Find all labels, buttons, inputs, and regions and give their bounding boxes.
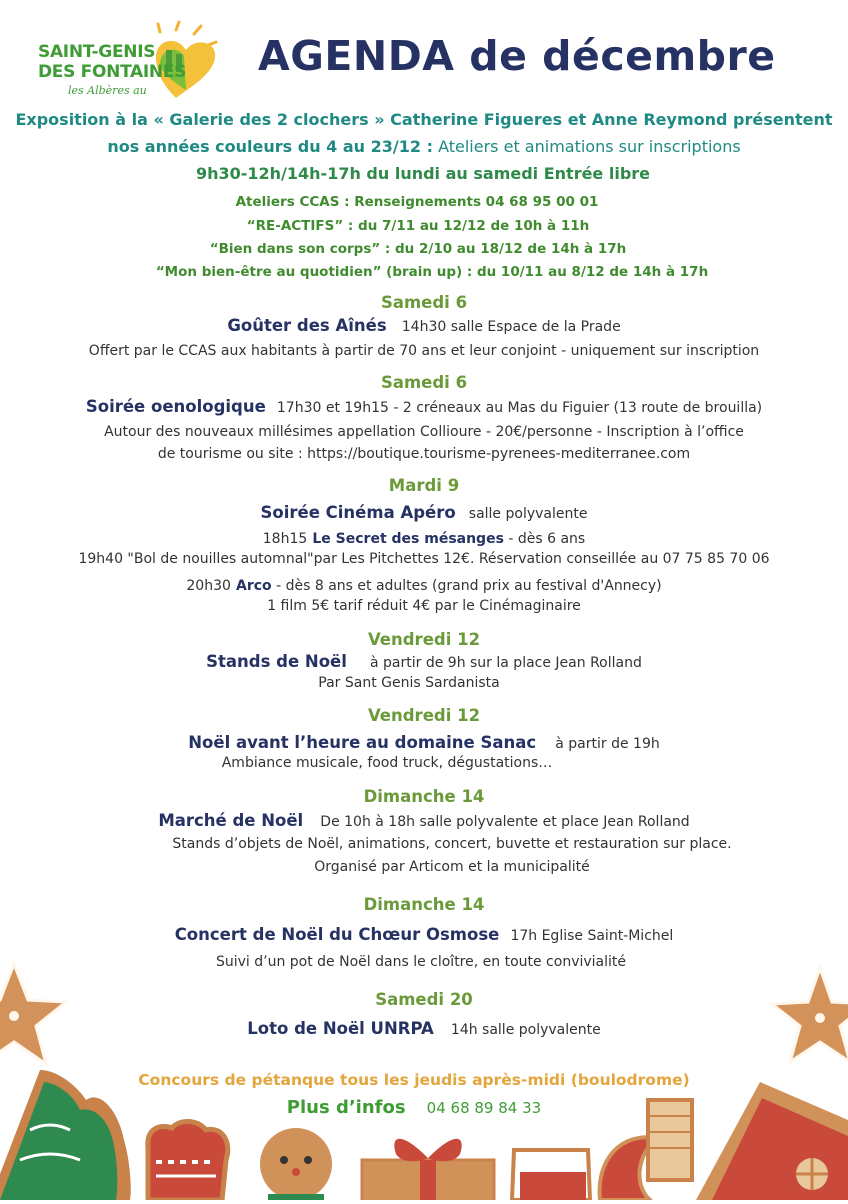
logo-text-line2: DES FONTAINES (38, 62, 187, 82)
expo-line2 (0, 137, 848, 156)
event-name: Stands de Noël (206, 652, 347, 671)
petanque-notice: Concours de pétanque tous les jeudis après-midi (boulodrome) (138, 1071, 690, 1089)
logo-text-line3: les Albères au (68, 84, 147, 97)
event-desc: Stands d’objets de Noël, animations, concert, buvette et restauration sur place. (172, 836, 732, 852)
film-line-1: 18h15 Le Secret des mésanges - dès 6 ans (262, 531, 586, 547)
event-name: Soirée Cinéma Apéro (260, 503, 456, 522)
event-name: Goûter des Aînés (227, 316, 387, 335)
expo-workshops: Ateliers et animations sur inscriptions (438, 137, 741, 156)
gift-cookie-icon (362, 1139, 494, 1200)
event-name: Loto de Noël UNRPA (247, 1019, 434, 1038)
mitten-cookie-icon (148, 1122, 228, 1201)
event-info: à partir de 9h sur la place Jean Rolland (370, 655, 642, 671)
event-info: De 10h à 18h salle polyvalente et place Jean Rolland (320, 814, 690, 830)
film-line-3: 20h30 Arco - dès 8 ans et adultes (grand prix au festival d'Annecy) (186, 578, 662, 594)
event-name: Soirée oenologique (85, 397, 266, 416)
event-desc: Par Sant Genis Sardanista (318, 675, 500, 691)
film-title: Le Secret des mésanges (312, 531, 504, 547)
logo-text-line1: SAINT-GENIS (38, 42, 156, 62)
event-info: 17h Eglise Saint-Michel (510, 928, 674, 944)
event-day: Samedi 20 (375, 990, 473, 1009)
ccas-line-1: Ateliers CCAS : Renseignements 04 68 95 00 01 (235, 194, 599, 210)
star-cookie-icon (772, 968, 848, 1062)
event-day: Vendredi 12 (367, 706, 481, 725)
event-desc: Autour des nouveaux millésimes appellation Collioure - 20€/personne - Inscription à l’office (104, 424, 744, 440)
event-name: Concert de Noël du Chœur Osmose (174, 925, 500, 944)
ccas-line-2: “RE-ACTIFS” : du 7/11 au 12/12 de 10h à 11h (246, 218, 590, 234)
event-day: Vendredi 12 (367, 630, 481, 649)
event-name: Noël avant l’heure au domaine Sanac (188, 733, 537, 752)
more-info (0, 1097, 838, 1118)
film-title: Arco (235, 578, 272, 594)
event-desc: de tourisme ou site : https://boutique.tourisme-pyrenees-mediterranee.com (157, 446, 691, 462)
tree-cookie-icon (0, 1070, 131, 1200)
event-header (0, 316, 848, 335)
event-day: Samedi 6 (380, 373, 468, 392)
event-day: Samedi 6 (380, 293, 468, 312)
page-title: AGENDA de décembre (258, 32, 776, 80)
event-header (0, 925, 848, 944)
event-name: Marché de Noël (158, 811, 304, 830)
more-info-phone: 04 68 89 84 33 (426, 1099, 542, 1117)
event-header (0, 811, 848, 830)
event-info: 14h salle polyvalente (450, 1022, 601, 1038)
event-header (0, 397, 848, 416)
expo-hours: 9h30-12h/14h-17h du lundi au samedi Entrée libre (195, 164, 651, 183)
event-day: Dimanche 14 (363, 895, 485, 914)
event-desc: Offert par le CCAS aux habitants à partir de 70 ans et leur conjoint - uniquement sur inscription (88, 343, 760, 359)
expo-line1: Exposition à la « Galerie des 2 clochers » Catherine Figueres et Anne Reymond présentent (15, 110, 833, 129)
event-header (0, 652, 848, 671)
film-line-2: 19h40 "Bol de nouilles automnal"par Les Pitchettes 12€. Réservation conseillée au 07 75 85 70 06 (78, 551, 770, 567)
ccas-line-3: “Bien dans son corps” : du 2/10 au 18/12 de 14h à 17h (209, 241, 627, 257)
more-info-label: Plus d’infos (286, 1097, 406, 1118)
event-header (0, 503, 848, 522)
event-info: salle polyvalente (468, 506, 588, 522)
expo-dates: nos années couleurs du 4 au 23/12 : (107, 137, 433, 156)
star-cookie-icon (0, 964, 66, 1064)
event-day: Mardi 9 (388, 476, 460, 495)
event-info: à partir de 19h (555, 736, 660, 752)
stocking-cookie-icon (512, 1150, 590, 1200)
film-price: 1 film 5€ tarif réduit 4€ par le Cinémaginaire (267, 598, 581, 614)
event-header (0, 733, 848, 752)
logo (36, 20, 226, 110)
event-info: 14h30 salle Espace de la Prade (401, 319, 621, 335)
event-desc: Organisé par Articom et la municipalité (314, 859, 590, 875)
ccas-line-4: “Mon bien-être au quotidien” (brain up) : du 10/11 au 8/12 de 14h à 17h (155, 264, 709, 280)
event-info: 17h30 et 19h15 - 2 créneaux au Mas du Figuier (13 route de brouilla) (276, 400, 763, 416)
event-desc: Ambiance musicale, food truck, dégustations… (221, 755, 553, 771)
event-day: Dimanche 14 (363, 787, 485, 806)
event-desc: Suivi d’un pot de Noël dans le cloître, en toute convivialité (215, 954, 627, 970)
gingerbread-man-cookie-icon (260, 1128, 332, 1200)
